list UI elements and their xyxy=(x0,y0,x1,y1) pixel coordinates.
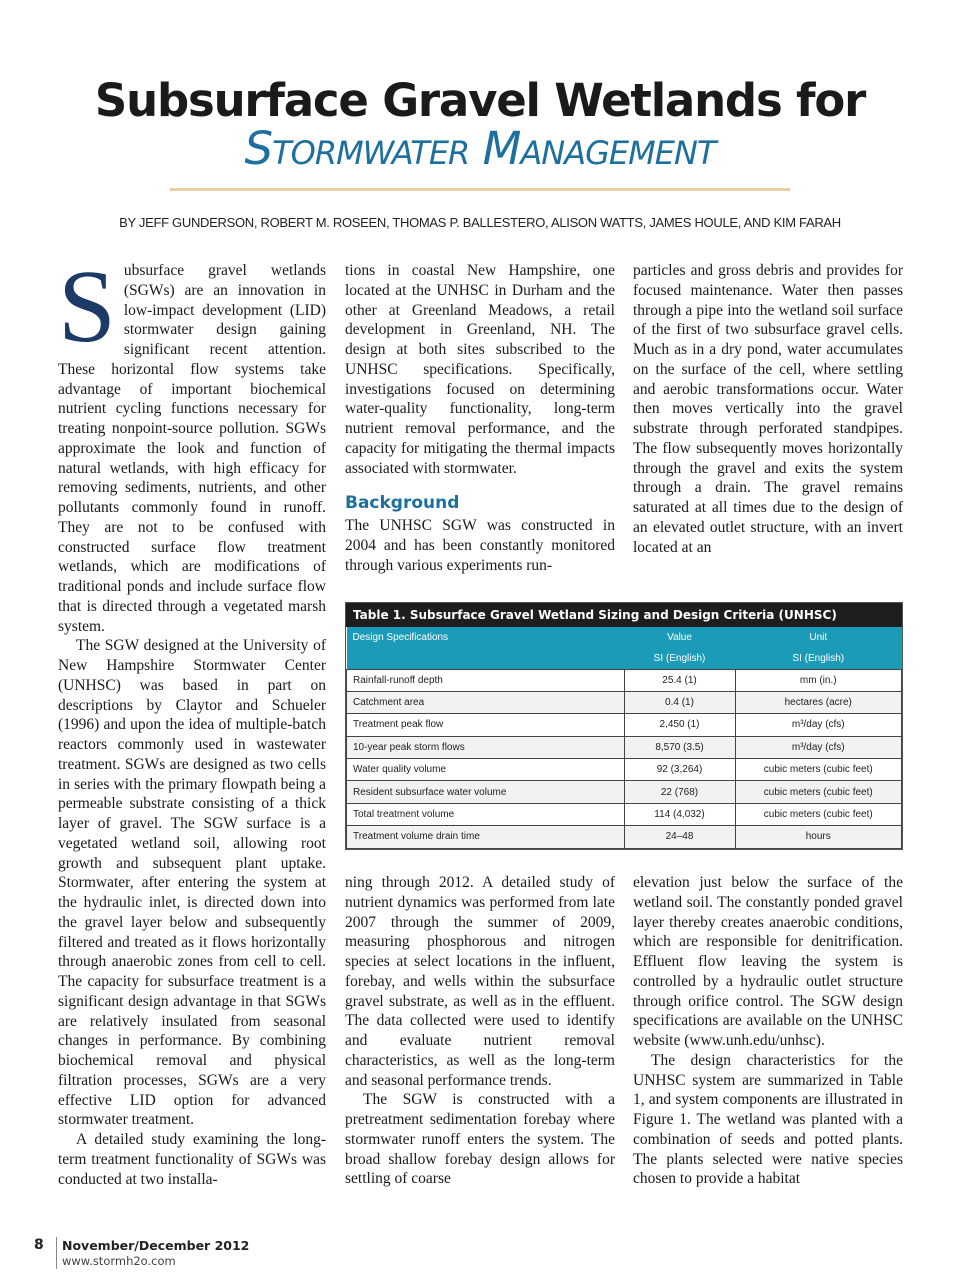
table-cell: cubic meters (cubic feet) xyxy=(735,781,902,803)
table-cell: hours xyxy=(735,826,902,848)
section-heading-background: Background xyxy=(345,493,460,514)
table-cell: 8,570 (3.5) xyxy=(624,736,735,758)
paragraph xyxy=(58,249,326,636)
table-cell: cubic meters (cubic feet) xyxy=(735,759,902,781)
drop-cap: S xyxy=(58,249,116,364)
page-number: 8 xyxy=(34,1237,44,1253)
table-cell: Catchment area xyxy=(347,691,625,713)
paragraph: A detailed study examining the long-term treatment functionality of SGWs was conducted at two installa- xyxy=(58,1131,326,1188)
article-subtitle: Stormwater Management xyxy=(244,122,716,175)
table-cell: 25.4 (1) xyxy=(624,669,735,691)
table-row xyxy=(347,781,902,803)
table-header-value: Value xyxy=(624,627,735,648)
table-cell: m³/day (cfs) xyxy=(735,714,902,736)
table-row xyxy=(347,826,902,848)
article-title: Subsurface Gravel Wetlands for xyxy=(94,74,866,127)
paragraph: ning through 2012. A detailed study of nutrient dynamics was performed from late 2007 through the summer of 2009, measuring phosphorous and nitrogen species at select locations in the influent, forebay, and wells within the subsurface gravel substrate, as well as in the effluent. The data collected were used to identify and evaluate nutrient removal characteristics, as well as the long-term and seasonal performance trends. xyxy=(345,874,615,1089)
table-title: Table 1. Subsurface Gravel Wetland Sizing and Design Criteria (UNHSC) xyxy=(346,603,902,627)
paragraph: The SGW is constructed with a pretreatment sedimentation forebay where stormwater runoff enters the system. The broad shallow forebay design allows for settling of coarse xyxy=(345,1091,615,1188)
paragraph: tions in coastal New Hampshire, one located at the UNHSC in Durham and the other at Greenland Meadows, a retail development in Greenland, NH. The design at both sites subscribed to the UNHSC specifications. Specifically, investigations focused on determining water-quality functionality, long-term nutrient removal performance, and the capacity for mitigating the thermal impacts associated with stormwater. xyxy=(345,262,615,477)
table-row xyxy=(347,691,902,713)
byline: BY JEFF GUNDERSON, ROBERT M. ROSEEN, THOMAS P. BALLESTERO, ALISON WATTS, JAMES HOULE, AND KIM FARAH xyxy=(119,215,841,230)
table-row xyxy=(347,714,902,736)
table-cell: Resident subsurface water volume xyxy=(347,781,625,803)
table-cell: 92 (3,264) xyxy=(624,759,735,781)
table-cell: hectares (acre) xyxy=(735,691,902,713)
paragraph-text: ubsurface gravel wetlands (SGWs) are an innovation in low-impact development (LID) stormwater design gaining significant recent attention. These horizontal flow systems take advantage of important biochemical nutrient cycling functions necessary for treating nonpoint-source pollution. SGWs approximate the look and function of natural wetlands, with high efficacy for removing sediments, nutrients, and other pollutants commonly found in runoff. They are not to be confused with constructed surface flow treatment wetlands, which are modifications of traditional ponds and include surface flow that is directed through a vegetated marsh system. xyxy=(58,262,326,635)
table-row xyxy=(347,759,902,781)
table-cell: 114 (4,032) xyxy=(624,803,735,825)
title-divider xyxy=(170,188,790,191)
table-subheader-value: SI (English) xyxy=(624,648,735,669)
table-cell: m³/day (cfs) xyxy=(735,736,902,758)
table-cell: mm (in.) xyxy=(735,669,902,691)
column-2 xyxy=(345,261,615,575)
table-cell: 22 (768) xyxy=(624,781,735,803)
paragraph: elevation just below the surface of the wetland soil. The constantly ponded gravel layer thereby creates anaerobic conditions, which are responsible for denitrification. Effluent flow leaving the system is controlled by a hydraulic outlet structure through orifice control. The SGW design specifications are available on the UNHSC website (www.unh.edu/unhsc). xyxy=(633,874,903,1049)
table-subheader-unit: SI (English) xyxy=(735,648,902,669)
table-cell: Total treatment volume xyxy=(347,803,625,825)
paragraph: particles and gross debris and provides for focused maintenance. Water then passes through a pipe into the wetland soil surface of the first of two subsurface gravel cells. Much as in a dry pond, water accumulates on the surface of the cell, where settling and aerobic transformations occur. Water then moves vertically into the gravel substrate through perforated standpipes. The flow subsequently moves horizontally through the gravel and exits the system through a drain. The gravel remains saturated at all times due to the design of an elevated outlet structure, with an invert located at an xyxy=(633,262,903,556)
footer-divider xyxy=(56,1237,57,1269)
table-cell: 24–48 xyxy=(624,826,735,848)
paragraph: The UNHSC SGW was constructed in 2004 and has been constantly monitored through various experiments run- xyxy=(345,517,615,574)
table-cell: Water quality volume xyxy=(347,759,625,781)
issue-date: November/December 2012 xyxy=(62,1238,250,1253)
table-subheader-spec xyxy=(347,648,625,669)
column-3-lower xyxy=(633,873,903,1189)
column-2-lower xyxy=(345,873,615,1189)
paragraph: The SGW designed at the University of New Hampshire Stormwater Center (UNHSC) was based in part on descriptions by Claytor and Schueler (1996) and upon the idea of multiple-batch reactors commonly used in wastewater treatment. SGWs are designed as two cells in series with the primary flowpath being a permeable substrate consisting of a thick layer of gravel. The SGW surface is a vegetated wetland soil, allowing root growth and subsequent plant uptake. Stormwater, after entering the system at the hydraulic inlet, is directed down into the gravel layer below and subsequently filtered and treated as it flows horizontally through anaerobic zones from cell to cell. The capacity for subsurface treatment is a significant design advantage in that SGWs are relatively insulated from seasonal changes in performance. By combining biochemical removal and physical filtration processes, SGWs are a very effective LID option for advanced stormwater treatment. xyxy=(58,637,326,1129)
table-cell: Rainfall-runoff depth xyxy=(347,669,625,691)
table-cell: 2,450 (1) xyxy=(624,714,735,736)
table-header-spec: Design Specifications xyxy=(347,627,625,648)
table-row xyxy=(347,736,902,758)
table-1 xyxy=(345,602,903,850)
table-cell: 10-year peak storm flows xyxy=(347,736,625,758)
website-url[interactable]: www.stormh2o.com xyxy=(62,1254,176,1268)
column-3 xyxy=(633,261,903,557)
table-row xyxy=(347,669,902,691)
table-cell: 0.4 (1) xyxy=(624,691,735,713)
table-row xyxy=(347,803,902,825)
table-cell: Treatment volume drain time xyxy=(347,826,625,848)
design-criteria-table xyxy=(346,627,902,849)
table-cell: Treatment peak flow xyxy=(347,714,625,736)
table-cell: cubic meters (cubic feet) xyxy=(735,803,902,825)
column-1 xyxy=(58,249,326,1189)
paragraph: The design characteristics for the UNHSC system are summarized in Table 1, and system components are illustrated in Figure 1. The wetland was planted with a combination of seeds and potted plants. The plants selected were native species chosen to provide a habitat xyxy=(633,1051,903,1188)
table-header-unit: Unit xyxy=(735,627,902,648)
